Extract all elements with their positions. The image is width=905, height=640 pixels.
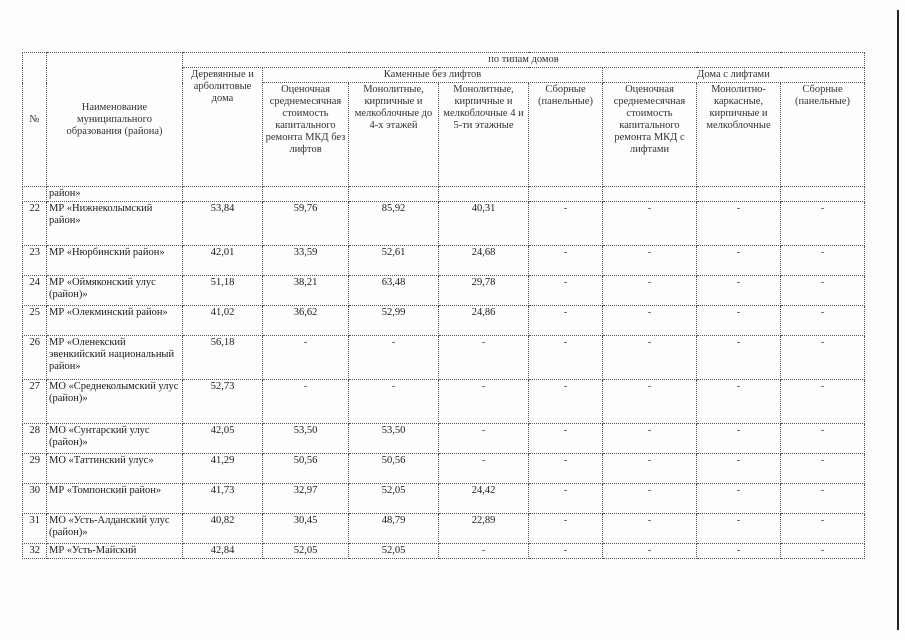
stone-mono4-cost-cell: 52,99 [349, 306, 439, 336]
stone-mono45-cost-cell: - [439, 424, 529, 454]
stone-mono4-cost-cell: - [349, 336, 439, 380]
stone-panel-cost-cell: - [529, 514, 603, 544]
lift-avg-cost-cell: - [603, 514, 697, 544]
header-stone-mono-4-5: Монолитные, кирпичные и мелкоблочные 4 и 5-ти этажные [439, 83, 529, 187]
municipality-name: МО «Таттинский улус» [47, 454, 183, 484]
table-row [23, 306, 865, 336]
page-edge-line [897, 10, 899, 630]
lift-mono-cost-cell: - [697, 336, 781, 380]
stone-avg-cost-cell: 53,50 [263, 424, 349, 454]
wooden-cost-cell: 51,18 [183, 276, 263, 306]
lift-avg-cost-cell: - [603, 276, 697, 306]
stone-mono45-cost-cell: - [439, 454, 529, 484]
lift-avg-cost-cell: - [603, 484, 697, 514]
header-lift-panel: Сборные (панельные) [781, 83, 865, 187]
lift-avg-cost-cell: - [603, 306, 697, 336]
stone-mono4-cost-cell: 63,48 [349, 276, 439, 306]
table-row [23, 544, 865, 559]
header-with-lift: Дома с лифтами [603, 68, 865, 83]
table-row [23, 336, 865, 380]
repair-cost-table [22, 52, 865, 559]
wooden-cost-cell: 42,05 [183, 424, 263, 454]
stone-avg-cost-cell: 52,05 [263, 544, 349, 559]
stone-panel-cost-cell: - [529, 454, 603, 484]
municipality-name: МР «Олекминский район» [47, 306, 183, 336]
wooden-cost-cell: 41,29 [183, 454, 263, 484]
lift-panel-cost-cell: - [781, 202, 865, 246]
lift-panel-cost-cell: - [781, 246, 865, 276]
row-number: 22 [23, 202, 47, 246]
stone-mono4-cost-cell: 85,92 [349, 202, 439, 246]
continuation-text: район» [47, 187, 183, 202]
stone-mono45-cost-cell: - [439, 336, 529, 380]
header-number: № [23, 53, 47, 187]
stone-avg-cost-cell: 59,76 [263, 202, 349, 246]
stone-avg-cost-cell: 36,62 [263, 306, 349, 336]
header-lift-avg-cost: Оценочная среднемесячная стоимость капитального ремонта МКД с лифтами [603, 83, 697, 187]
table-row [23, 454, 865, 484]
municipality-name: МР «Оймяконский улус (район)» [47, 276, 183, 306]
lift-mono-cost-cell: - [697, 454, 781, 484]
header-stone-no-lift: Каменные без лифтов [263, 68, 603, 83]
stone-mono45-cost-cell: - [439, 544, 529, 559]
stone-panel-cost-cell: - [529, 424, 603, 454]
row-number: 26 [23, 336, 47, 380]
header-lift-monolithic: Монолитно-каркасные, кирпичные и мелкоблочные [697, 83, 781, 187]
row-number: 23 [23, 246, 47, 276]
lift-avg-cost-cell: - [603, 380, 697, 424]
municipality-name: МР «Нижнеколымский район» [47, 202, 183, 246]
continuation-number-cell [23, 187, 47, 202]
municipality-name: МР «Усть-Майский [47, 544, 183, 559]
stone-mono4-cost-cell: 53,50 [349, 424, 439, 454]
stone-mono45-cost-cell: 24,86 [439, 306, 529, 336]
lift-panel-cost-cell: - [781, 306, 865, 336]
stone-panel-cost-cell: - [529, 306, 603, 336]
lift-mono-cost-cell: - [697, 544, 781, 559]
stone-panel-cost-cell: - [529, 380, 603, 424]
stone-mono45-cost-cell: 24,68 [439, 246, 529, 276]
lift-avg-cost-cell: - [603, 454, 697, 484]
lift-avg-cost-cell: - [603, 424, 697, 454]
lift-panel-cost-cell: - [781, 484, 865, 514]
table-row [23, 246, 865, 276]
header-by-house-type: по типам домов [183, 53, 865, 68]
wooden-cost-cell: 42,84 [183, 544, 263, 559]
stone-avg-cost-cell: 32,97 [263, 484, 349, 514]
stone-avg-cost-cell: 50,56 [263, 454, 349, 484]
stone-avg-cost-cell: 33,59 [263, 246, 349, 276]
lift-panel-cost-cell: - [781, 544, 865, 559]
stone-avg-cost-cell: 38,21 [263, 276, 349, 306]
stone-mono45-cost-cell: 29,78 [439, 276, 529, 306]
table-row [23, 380, 865, 424]
lift-mono-cost-cell: - [697, 276, 781, 306]
wooden-cost-cell: 41,73 [183, 484, 263, 514]
stone-mono4-cost-cell: 52,61 [349, 246, 439, 276]
stone-panel-cost-cell: - [529, 246, 603, 276]
lift-panel-cost-cell: - [781, 514, 865, 544]
lift-avg-cost-cell: - [603, 246, 697, 276]
lift-mono-cost-cell: - [697, 246, 781, 276]
lift-mono-cost-cell: - [697, 306, 781, 336]
stone-mono45-cost-cell: 24,42 [439, 484, 529, 514]
lift-mono-cost-cell: - [697, 380, 781, 424]
table-row [23, 202, 865, 246]
row-number: 27 [23, 380, 47, 424]
row-number: 30 [23, 484, 47, 514]
municipality-name: МР «Нюрбинский район» [47, 246, 183, 276]
stone-mono45-cost-cell: 22,89 [439, 514, 529, 544]
municipality-name: МО «Среднеколымский улус (район)» [47, 380, 183, 424]
lift-mono-cost-cell: - [697, 424, 781, 454]
lift-mono-cost-cell: - [697, 202, 781, 246]
header-wooden: Деревянные и арболитовые дома [183, 68, 263, 187]
lift-panel-cost-cell: - [781, 276, 865, 306]
stone-mono4-cost-cell: 48,79 [349, 514, 439, 544]
header-municipality: Наименование муниципального образования (района) [47, 53, 183, 187]
stone-panel-cost-cell: - [529, 202, 603, 246]
lift-panel-cost-cell: - [781, 454, 865, 484]
stone-mono45-cost-cell: 40,31 [439, 202, 529, 246]
stone-avg-cost-cell: - [263, 336, 349, 380]
lift-panel-cost-cell: - [781, 336, 865, 380]
municipality-name: МО «Сунтарский улус (район)» [47, 424, 183, 454]
municipality-name: МР «Оленекский эвенкийский национальный район» [47, 336, 183, 380]
stone-panel-cost-cell: - [529, 544, 603, 559]
lift-panel-cost-cell: - [781, 380, 865, 424]
row-number: 31 [23, 514, 47, 544]
table-row [23, 276, 865, 306]
header-stone-avg-cost: Оценочная среднемесячная стоимость капитального ремонта МКД без лифтов [263, 83, 349, 187]
stone-panel-cost-cell: - [529, 484, 603, 514]
stone-mono4-cost-cell: 52,05 [349, 544, 439, 559]
lift-avg-cost-cell: - [603, 202, 697, 246]
stone-mono4-cost-cell: 50,56 [349, 454, 439, 484]
stone-mono4-cost-cell: 52,05 [349, 484, 439, 514]
wooden-cost-cell: 53,84 [183, 202, 263, 246]
stone-mono4-cost-cell: - [349, 380, 439, 424]
municipality-name: МР «Томпонский район» [47, 484, 183, 514]
row-number: 29 [23, 454, 47, 484]
row-number: 28 [23, 424, 47, 454]
wooden-cost-cell: 52,73 [183, 380, 263, 424]
stone-panel-cost-cell: - [529, 336, 603, 380]
lift-panel-cost-cell: - [781, 424, 865, 454]
wooden-cost-cell: 42,01 [183, 246, 263, 276]
lift-avg-cost-cell: - [603, 544, 697, 559]
municipality-name: МО «Усть-Алданский улус (район)» [47, 514, 183, 544]
table-row [23, 424, 865, 454]
lift-mono-cost-cell: - [697, 514, 781, 544]
wooden-cost-cell: 40,82 [183, 514, 263, 544]
table-row [23, 484, 865, 514]
header-stone-mono-4: Монолитные, кирпичные и мелкоблочные до 4-х этажей [349, 83, 439, 187]
lift-avg-cost-cell: - [603, 336, 697, 380]
stone-panel-cost-cell: - [529, 276, 603, 306]
stone-avg-cost-cell: - [263, 380, 349, 424]
wooden-cost-cell: 56,18 [183, 336, 263, 380]
row-number: 24 [23, 276, 47, 306]
row-number: 25 [23, 306, 47, 336]
lift-mono-cost-cell: - [697, 484, 781, 514]
stone-mono45-cost-cell: - [439, 380, 529, 424]
header-stone-panel: Сборные (панельные) [529, 83, 603, 187]
wooden-cost-cell: 41,02 [183, 306, 263, 336]
stone-avg-cost-cell: 30,45 [263, 514, 349, 544]
row-number: 32 [23, 544, 47, 559]
table-row [23, 514, 865, 544]
